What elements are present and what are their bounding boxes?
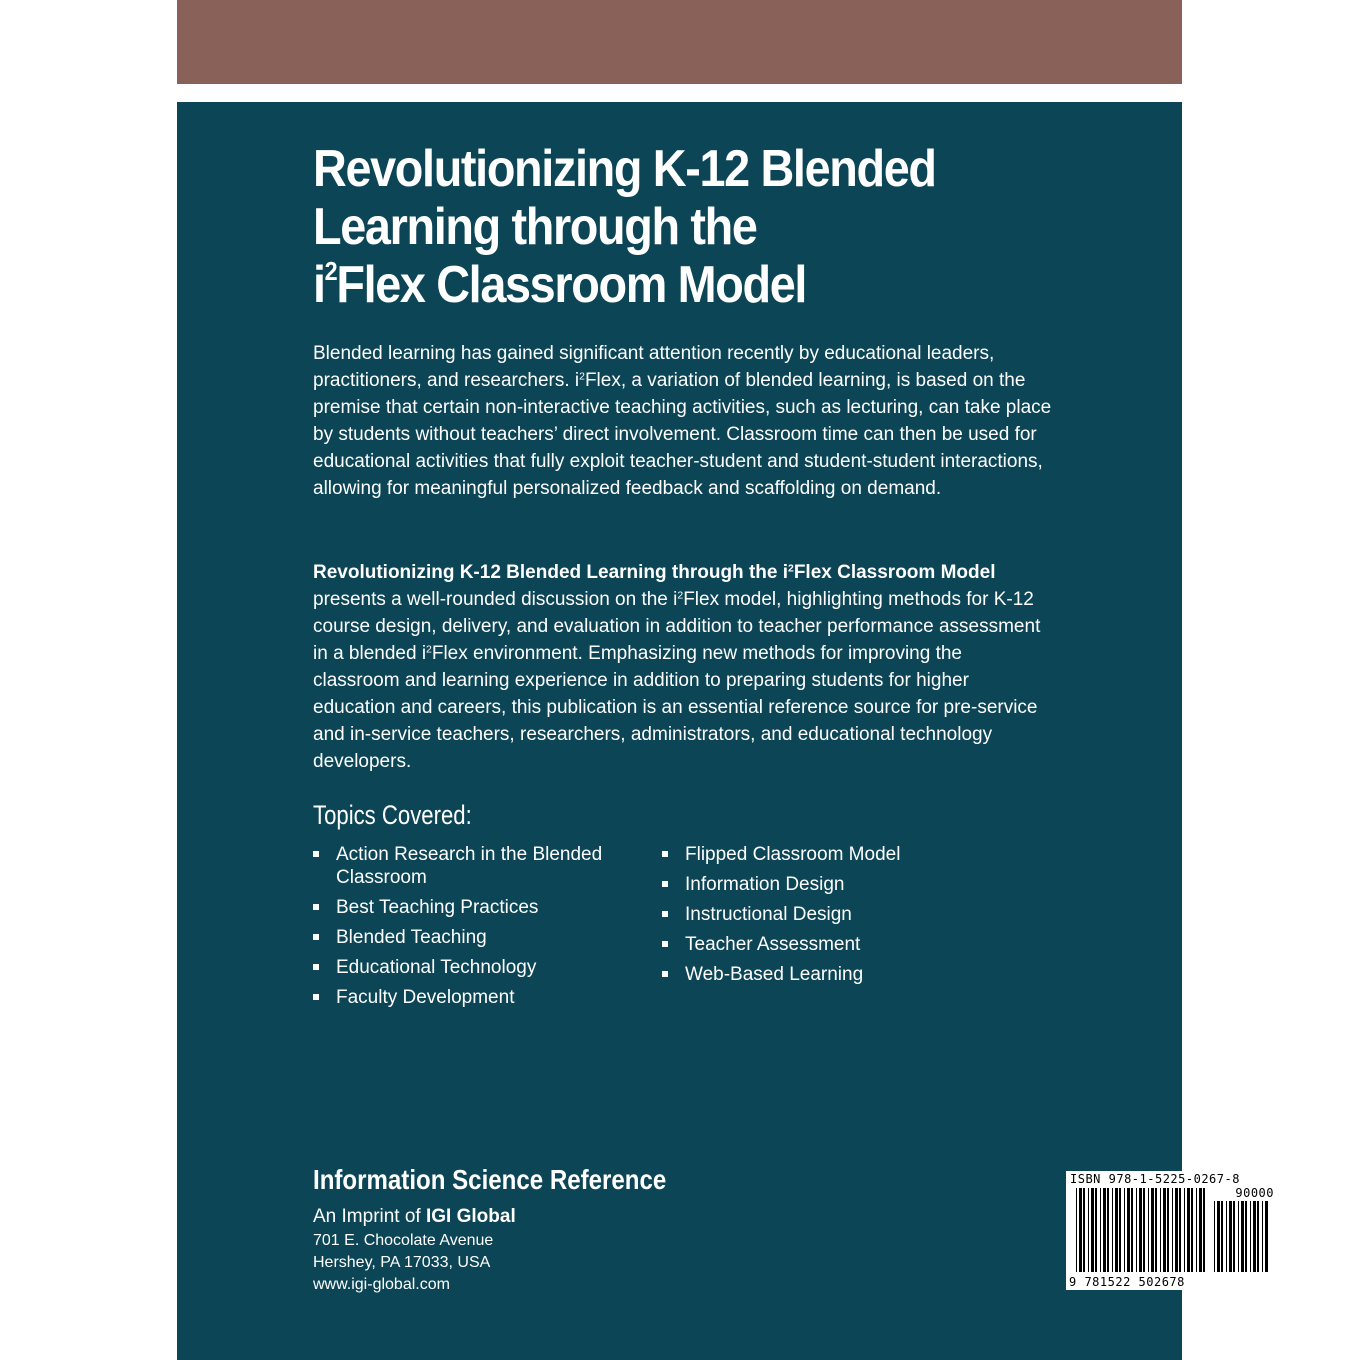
barcode-bar (1079, 1188, 1082, 1272)
barcode-bar (1088, 1188, 1089, 1272)
topic-item (313, 843, 613, 889)
p2-superscript-1: 2 (677, 590, 684, 602)
bullet-icon (662, 971, 668, 977)
barcode-bar (1233, 1201, 1235, 1272)
topic-label: Blended Teaching (336, 927, 487, 948)
barcode-bar (1229, 1201, 1232, 1272)
barcode-bar (1191, 1188, 1193, 1272)
barcode-bar (1127, 1188, 1130, 1272)
topic-item (313, 986, 613, 1009)
barcode-bar (1262, 1201, 1263, 1272)
barcode-bar (1151, 1188, 1154, 1272)
topic-label: Teacher Assessment (685, 934, 861, 955)
p2-bold-title (313, 562, 995, 583)
barcode-bar (1148, 1188, 1149, 1272)
barcode-bar (1265, 1201, 1268, 1272)
barcode-bar (1100, 1188, 1101, 1272)
barcode-bar (1241, 1201, 1244, 1272)
barcode-bar (1095, 1188, 1097, 1272)
barcode-bars-icon (1076, 1188, 1208, 1272)
publisher-website: www.igi-global.com (313, 1276, 450, 1293)
topic-label: Web-Based Learning (685, 964, 864, 985)
barcode-bar (1214, 1201, 1215, 1272)
bullet-icon (313, 851, 319, 857)
barcode-bar (1221, 1201, 1223, 1272)
barcode-bar (1155, 1188, 1157, 1272)
barcode-bar (1107, 1188, 1109, 1272)
barcode-bar (1143, 1188, 1145, 1272)
p2-bold-a: Revolutionizing K-12 Blended Learning through the i (313, 562, 788, 583)
p2-text-a: presents a well-rounded discussion on the i (313, 589, 678, 610)
topic-label: Best Teaching Practices (336, 897, 539, 918)
barcode-bar (1163, 1188, 1166, 1272)
barcode-bar (1160, 1188, 1161, 1272)
topics-left-column (313, 843, 613, 1016)
barcode-bar (1257, 1201, 1259, 1272)
barcode-bar (1103, 1188, 1106, 1272)
barcode-bar (1245, 1201, 1247, 1272)
p2-bold-superscript: 2 (788, 563, 794, 575)
topic-item (662, 903, 1022, 926)
bullet-icon (662, 851, 668, 857)
p1-superscript: 2 (579, 371, 585, 383)
back-cover (177, 102, 1274, 1360)
topic-label: Faculty Development (336, 987, 515, 1008)
topics-heading: Topics Covered: (313, 800, 472, 830)
book-title (313, 140, 979, 314)
isbn-number: ISBN 978-1-5225-0267-8 (1070, 1172, 1240, 1186)
barcode-digits: 9 781522 502678 (1069, 1275, 1185, 1289)
description-paragraph-2 (313, 559, 1053, 775)
barcode-bar (1217, 1201, 1220, 1272)
address-line-1: 701 E. Chocolate Avenue (313, 1232, 494, 1249)
topic-label: Information Design (685, 874, 845, 895)
topic-label: Flipped Classroom Model (685, 844, 901, 865)
imprint-brand: IGI Global (426, 1206, 516, 1227)
barcode-bar (1115, 1188, 1118, 1272)
bullet-icon (662, 881, 668, 887)
p2-text-b: Flex model, highlighting methods for K-12 course design, delivery, and evaluation in addition to teacher performance assessment in a blended i (313, 589, 1041, 664)
topic-item (313, 896, 613, 919)
p2-text-c: Flex environment. Emphasizing new methods for improving the classroom and learning experience in addition to preparing students for higher education and careers, this publication is an essential reference source for pre-service and in-service teachers, researchers, administrators, and educational technology developers. (313, 643, 1038, 772)
publisher-name: Information Science Reference (313, 1164, 667, 1195)
barcode-bar (1083, 1188, 1085, 1272)
address-line-2: Hershey, PA 17033, USA (313, 1254, 491, 1271)
bullet-icon (662, 911, 668, 917)
barcode-addon-bars-icon (1214, 1201, 1270, 1272)
barcode-bar (1131, 1188, 1133, 1272)
barcode-bar (1124, 1188, 1125, 1272)
title-superscript: 2 (324, 255, 337, 286)
isbn-barcode (1066, 1171, 1278, 1290)
barcode-bar (1253, 1201, 1256, 1272)
barcode-bar (1203, 1188, 1205, 1272)
description-paragraph-1 (313, 340, 1053, 502)
barcode-bar (1136, 1188, 1137, 1272)
title-line-2: Learning through the (313, 198, 757, 256)
barcode-bar (1199, 1188, 1202, 1272)
price-code: 90000 (1235, 1186, 1274, 1200)
title-line-3-suffix: Flex Classroom Model (336, 256, 807, 314)
title-line-3 (313, 256, 806, 314)
p2-bold-b: Flex Classroom Model (793, 562, 996, 583)
barcode-bar (1091, 1188, 1094, 1272)
topic-label: Educational Technology (336, 957, 537, 978)
barcode-bar (1076, 1188, 1077, 1272)
topic-item (662, 963, 1022, 986)
bullet-icon (313, 964, 319, 970)
barcode-bar (1226, 1201, 1227, 1272)
title-line-1: Revolutionizing K-12 Blended (313, 140, 936, 198)
title-line-3-prefix: i (313, 256, 325, 314)
bullet-icon (313, 904, 319, 910)
publisher-block (313, 1164, 813, 1296)
publisher-imprint (313, 1206, 813, 1228)
bullet-icon (313, 994, 319, 1000)
barcode-bar (1139, 1188, 1142, 1272)
barcode-bar (1179, 1188, 1181, 1272)
topic-label: Action Research in the Blended Classroom (336, 844, 603, 888)
imprint-prefix: An Imprint of (313, 1206, 426, 1227)
barcode-bar (1112, 1188, 1113, 1272)
p1-text-b: Flex, a variation of blended learning, is based on the premise that certain non-interactive teaching activities, such as lecturing, can take place by students without teachers’ direct involvement. Classroom time can then be used for educational activities that fully exploit teacher-student and student-student interactions, allowing for meaningful personalized feedback and scaffolding on demand. (313, 370, 1052, 499)
barcode-bar (1172, 1188, 1173, 1272)
barcode-bar (1250, 1201, 1251, 1272)
barcode-bar (1196, 1188, 1197, 1272)
barcode-bar (1238, 1201, 1239, 1272)
topic-item (662, 873, 1022, 896)
bullet-icon (313, 934, 319, 940)
topic-item (313, 926, 613, 949)
topics-right-column (662, 843, 1022, 993)
barcode-bar (1175, 1188, 1178, 1272)
bullet-icon (662, 941, 668, 947)
barcode-bar (1119, 1188, 1121, 1272)
topic-label: Instructional Design (685, 904, 852, 925)
barcode-bar (1167, 1188, 1169, 1272)
top-color-band (177, 0, 1182, 84)
topic-item (662, 933, 1022, 956)
p2-superscript-2: 2 (426, 644, 432, 656)
topic-item (662, 843, 1022, 866)
p1-text-a: Blended learning has gained significant attention recently by educational leaders, practitioners, and researchers. i (313, 343, 995, 391)
topic-item (313, 956, 613, 979)
barcode-bar (1187, 1188, 1190, 1272)
barcode-bar (1184, 1188, 1185, 1272)
publisher-address (313, 1230, 813, 1296)
